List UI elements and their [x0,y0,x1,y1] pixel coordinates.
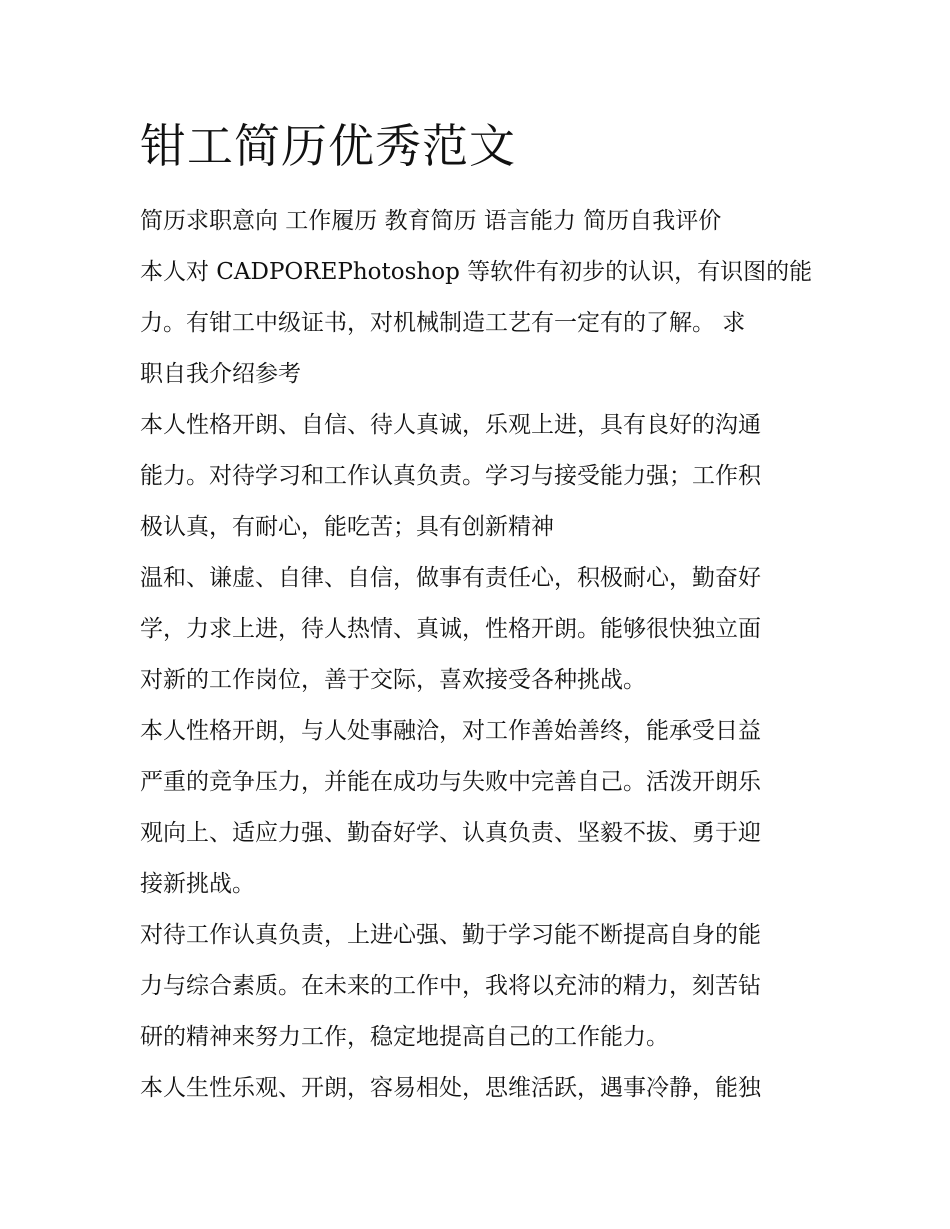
paragraph-line: 力与综合素质。在未来的工作中，我将以充沛的精力，刻苦钻 [140,973,761,999]
paragraph-line: 本人性格开朗，与人处事融洽，对工作善始善终，能承受日益 [140,718,761,744]
paragraph [140,1063,820,1114]
paragraph-line: 本人生性乐观、开朗，容易相处，思维活跃，遇事冷静，能独 [140,1075,761,1101]
section-nav-line: 简历求职意向 工作履历 教育简历 语言能力 简历自我评价 [140,208,722,234]
paragraph-line: 对新的工作岗位，善于交际，喜欢接受各种挑战。 [140,667,646,693]
paragraph-line: 学，力求上进，待人热情、真诚，性格开朗。能够很快独立面 [140,616,761,642]
paragraph-line: 接新挑战。 [140,871,255,897]
paragraph [140,400,820,553]
document-body [140,112,820,1114]
paragraph-line: 本人性格开朗、自信、待人真诚，乐观上进，具有良好的沟通 [140,412,761,438]
paragraph [140,910,820,1063]
paragraph-line: 对待工作认真负责，上进心强、勤于学习能不断提高自身的能 [140,922,761,948]
paragraph-line: 温和、谦虚、自律、自信，做事有责任心，积极耐心，勤奋好 [140,565,761,591]
paragraph-line: 极认真，有耐心，能吃苦；具有创新精神 [140,514,554,540]
paragraph [140,247,820,400]
paragraph-line: 研的精神来努力工作，稳定地提高自己的工作能力。 [140,1024,669,1050]
paragraph-line: 力。有钳工中级证书，对机械制造工艺有一定有的了解。 求 [140,310,746,336]
paragraph-line: 观向上、适应力强、勤奋好学、认真负责、坚毅不拔、勇于迎 [140,820,761,846]
document-title: 钳工简历优秀范文 [140,119,516,173]
paragraph-line: 能力。对待学习和工作认真负责。学习与接受能力强；工作积 [140,463,761,489]
paragraph-line: 本人对 CADPOREPhotoshop 等软件有初步的认识，有识图的能 [140,259,813,285]
paragraph-line: 严重的竞争压力，并能在成功与失败中完善自己。活泼开朗乐 [140,769,761,795]
paragraph [140,553,820,706]
paragraph [140,706,820,910]
paragraph-line: 职自我介绍参考 [140,361,301,387]
